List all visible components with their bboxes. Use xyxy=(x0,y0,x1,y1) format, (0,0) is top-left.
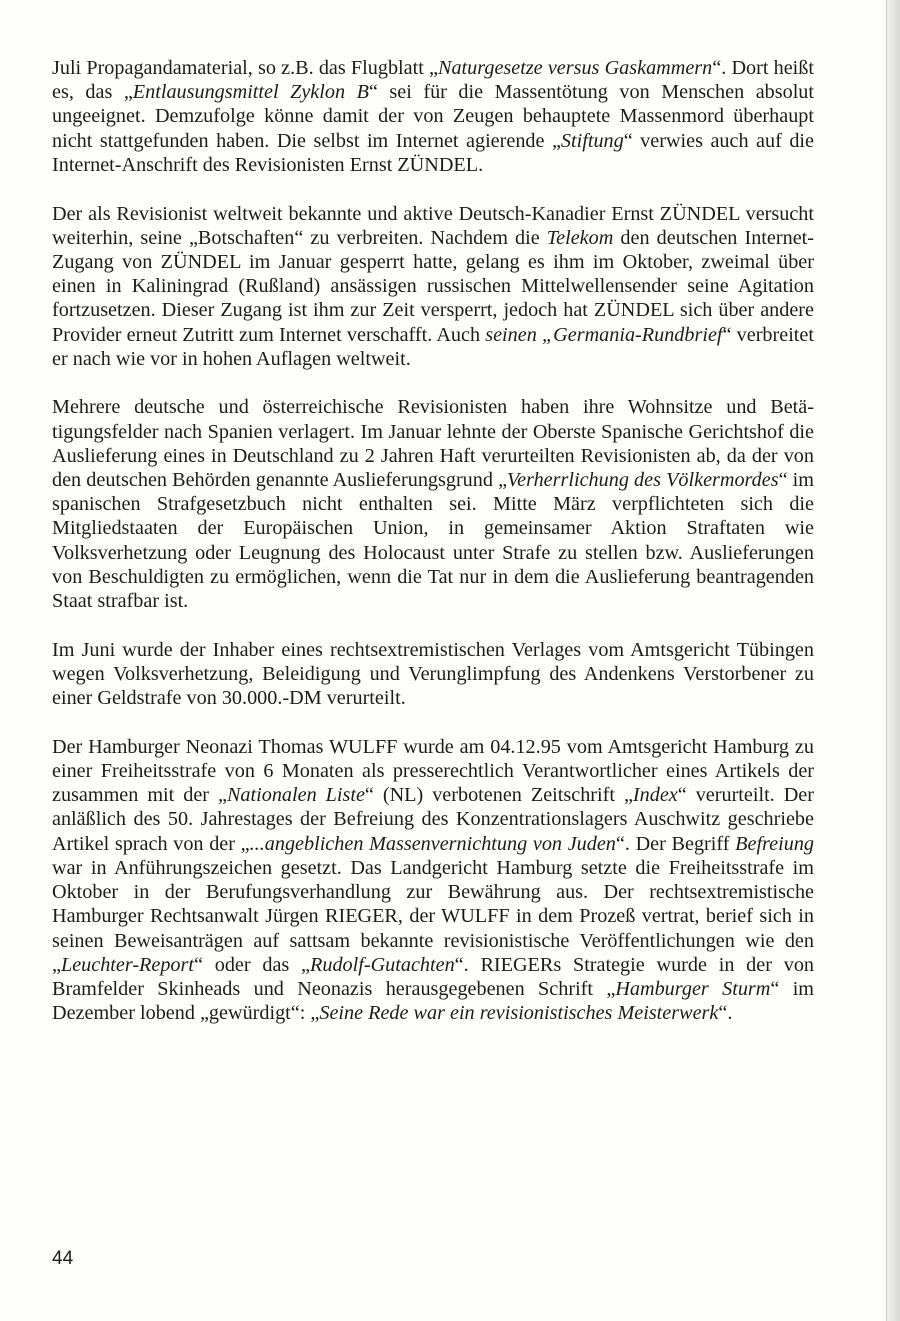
text-run: war in Anführungszeichen gesetzt. Das Landgericht Hamburg setzte die Freiheitsstrafe im Oktober in der Berufungsverhandlung zur Bewährung aus. Der rechtsextremistische Hamburger Rechtsanwalt Jürgen RIEGER, der WULFF in dem Prozeß vertrat, berief sich in seinen Beweisanträgen auf sattsam bekannte revisionistische Veröffentlichungen wie den „ xyxy=(52,856,814,976)
text-run: Der Hamburger Neonazi Thomas WULFF wurde am 04.12.95 vom Amtsgericht Hamburg zu einer Freiheitsstrafe von 6 Monaten als presserechtlich Verantwortlicher eines Artikels der zusammen mit der „ xyxy=(52,735,814,807)
italic-text-run: Befreiung xyxy=(735,832,815,855)
page-edge-shadow xyxy=(886,0,900,1321)
text-run: “ verurteilt. Der anläßlich des 50. Jahrestages der Befreiung des Konzentrationslagers Auschwitz geschriebe Artikel sprach von der „ xyxy=(52,784,814,855)
text-run: “ im Dezember lobend „gewürdigt“: „ xyxy=(52,977,814,1025)
italic-text-run: Verherrlichung des Völkermordes xyxy=(507,469,779,492)
text-run: “. Dort heißt es, das „ xyxy=(52,57,814,104)
paragraph xyxy=(52,638,814,711)
italic-text-run: seinen „Germania-Rundbrief xyxy=(485,323,723,346)
italic-text-run: ...angeblichen Massenvernichtung von Juden xyxy=(249,832,616,855)
italic-text-run: Hamburger Sturm xyxy=(615,977,771,1000)
text-run: “ sei für die Massentötung von Menschen absolut ungeeignet. Demzufolge könne damit der von Zeugen behauptete Massenmord überhaupt nicht stattgefunden haben. Die selbst im Internet agierende „ xyxy=(52,81,815,152)
text-run: “. Der Begriff xyxy=(615,832,736,855)
text-run: Im Juni wurde der Inhaber eines rechtsextremistischen Verlages vom Amtsgericht Tübingen wegen Volksverhetzung, Beleidigung und Verunglimpfung des Andenkens Verstorbener zu einer Geldstrafe von 30.000.-DM verurteilt. xyxy=(52,638,814,710)
italic-text-run: Telekom xyxy=(546,226,614,249)
text-run: “ oder das „ xyxy=(194,953,311,976)
page-edge-line xyxy=(886,0,887,1321)
text-run: den deutschen Internet-Zugang von ZÜNDEL im Januar gesperrt hatte, gelang es ihm im Oktober, zweimal über einen in Kaliningrad (Rußland) ansässigen russischen Mittelwellensender seine Agitation fortzusetzen. Dieser Zugang ist ihm zur Zeit versperrt, jedoch hat ZÜNDEL sich über andere Provider erneut Zutritt zum Internet verschafft. Auch xyxy=(52,226,814,346)
italic-text-run: Index xyxy=(632,784,678,807)
italic-text-run: Seine Rede war ein revisionistisches Meisterwerk xyxy=(319,1002,719,1025)
text-run: “ verwies auch auf die Internet-Anschrift des Revisionisten Ernst ZÜNDEL. xyxy=(52,129,814,176)
text-run: Juli Propagandamaterial, so z.B. das Flugblatt „ xyxy=(52,57,438,79)
italic-text-run: Rudolf-Gutachten xyxy=(310,953,455,976)
text-run: “ im spanischen Strafgesetzbuch nicht enthalten sei. Mitte März verpflichteten sich die Mitgliedstaaten der Europäischen Union, in gemeinsamer Aktion Straftaten wie Volksverhetzung oder Leugnung des Holocaust unter Strafe zu stellen bzw. Auslieferungen von Beschuldigten zu ermöglichen, wenn die Tat nur in dem die Auslieferung beantragenden Staat strafbar ist. xyxy=(52,469,814,613)
paragraph xyxy=(52,735,814,1025)
italic-text-run: Nationalen Liste xyxy=(226,784,365,807)
italic-text-run: Leuchter-Report xyxy=(60,953,194,976)
paragraph xyxy=(52,202,814,371)
text-run: “. RIEGERs Strategie wurde in der von Bramfelder Skinheads und Neonazis herausgegebenen Schrift „ xyxy=(52,953,815,1000)
page-number: 44 xyxy=(52,1248,74,1269)
body-text xyxy=(52,56,814,1025)
text-run: “ verbreitet er nach wie vor in hohen Auflagen weltweit. xyxy=(52,323,814,370)
text-run: “. xyxy=(718,1002,733,1025)
italic-text-run: Entlausungsmittel Zyklon B xyxy=(132,81,369,104)
text-run: Der als Revisionist weltweit bekannte und aktive Deutsch-Kanadier Ernst ZÜNDEL versucht weiterhin, seine „Botschaften“ zu verbreiten. Nachdem die xyxy=(52,202,814,249)
text-run: “ (NL) verbotenen Zeitschrift „ xyxy=(364,784,633,807)
paragraph xyxy=(52,395,814,613)
italic-text-run: Naturgesetze versus Gaskammern xyxy=(437,57,713,79)
italic-text-run: Stiftung xyxy=(560,129,624,152)
paragraph xyxy=(52,56,814,177)
text-run: Mehrere deutsche und österreichische Revisionisten haben ihre Wohnsitze und Betätigungsfelder nach Spanien verlagert. Im Januar lehnte der Oberste Spanische Gerichtshof die Auslieferung eines in Deutschland zu 2 Jahren Haft verurteilten Revisionisten ab, da der von den deutschen Behörden genannte Auslieferungsgrund „ xyxy=(52,396,814,492)
